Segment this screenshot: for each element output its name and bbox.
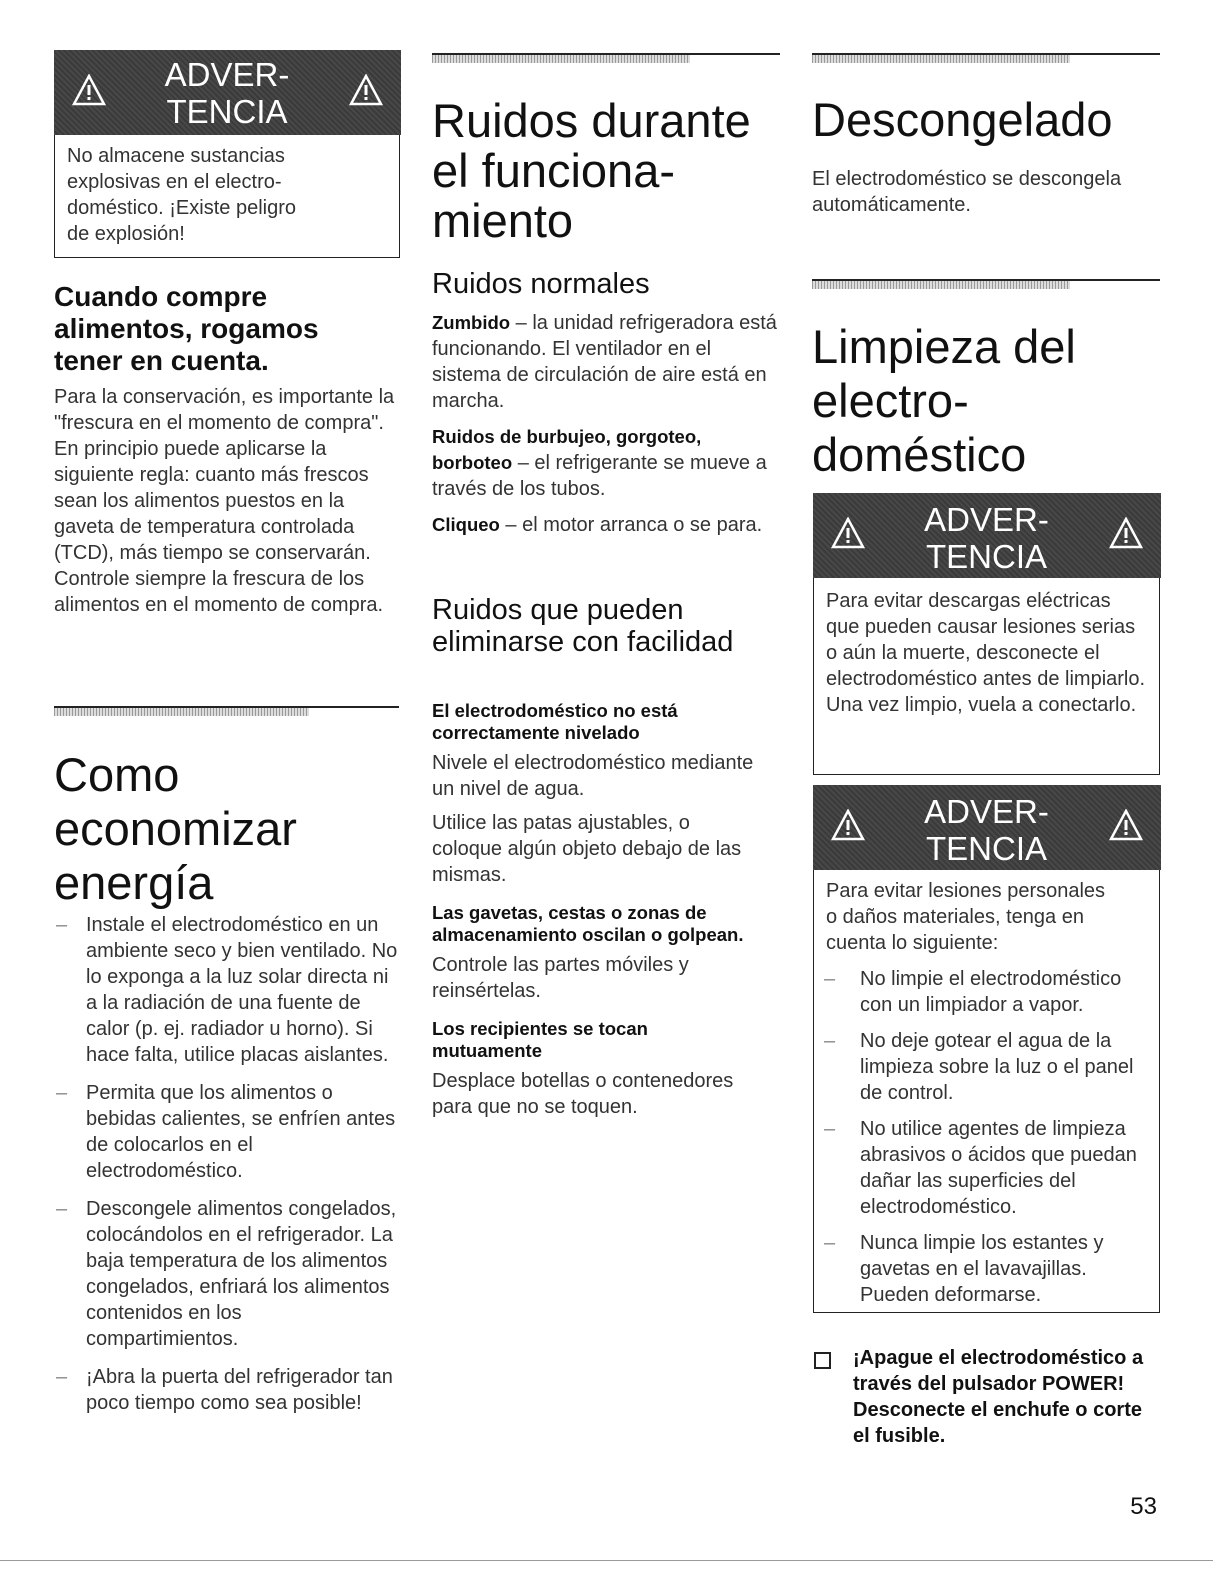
fixable-noises-heading: Ruidos que pueden eliminarse con facilidad <box>432 594 734 658</box>
defrost-heading: Descongelado <box>812 93 1113 146</box>
list-item: – ¡Abra la puerta del refrigerador tan poco tiempo como sea posible! <box>54 1364 399 1416</box>
warning-title: ADVER- TENCIA <box>924 792 1049 867</box>
section-hatch <box>54 706 309 716</box>
list-item: – No utilice agentes de limpieza abrasivos o ácidos que puedan dañar las superficies del electrodoméstico. <box>826 1116 1147 1220</box>
buying-text: Para la conservación, es importante la "frescura en el momento de compra". En principio puede aplicarse la siguiente regla: cuanto más frescos sean los alimentos puestos en la gaveta de temperatura controlada (TCD), más tiempo se conservarán. Controle siempre la frescura de los alimentos en el momento de compra. <box>54 386 395 616</box>
section-rule <box>812 279 1160 281</box>
warning-triangle-icon <box>72 74 106 106</box>
section-hatch <box>432 53 690 63</box>
warning-box-injury <box>813 785 1160 1313</box>
warning-triangle-icon <box>349 74 383 106</box>
footer-rule <box>0 1560 1213 1561</box>
list-item: Cliqueo – el motor arranca o se para. <box>432 514 763 536</box>
warning-text <box>814 870 1159 1318</box>
issue-text: Utilice las patas ajustables, o coloque algún objeto debajo de las mismas. <box>432 812 742 886</box>
warning-box-explosion <box>54 50 400 258</box>
warning-text: Para evitar descargas eléctricas que pueden causar lesiones serias o aún la muerte, desconecte el electrodoméstico antes de limpiarlo. Una vez limpio, vuela a conectarlo. <box>826 589 1146 716</box>
warning-triangle-icon <box>1109 809 1143 841</box>
step-checkbox-icon <box>814 1352 831 1369</box>
page-number: 53 <box>1130 1493 1157 1520</box>
cleaning-heading: Limpieza del electro- doméstico <box>812 320 1076 481</box>
issue-text: Controle las partes móviles y reinsértelas. <box>432 954 689 1002</box>
defrost-text: El electrodoméstico se descongela automáticamente. <box>812 168 1122 216</box>
step-text: ¡Apague el electrodoméstico a través del pulsador POWER! Desconecte el enchufe o corte el fusible. <box>853 1347 1144 1447</box>
warning-title: ADVER- TENCIA <box>924 500 1049 575</box>
warning-list <box>826 966 1147 1308</box>
warning-header <box>813 785 1161 870</box>
list-item: Ruidos de burbujeo, gorgoteo, borboteo – el refrigerante se mueve a través de los tubos. <box>432 426 767 500</box>
list-item: – Permita que los alimentos o bebidas calientes, se enfríen antes de colocarlos en el electrodoméstico. <box>54 1080 399 1184</box>
buying-heading: Cuando compre alimentos, rogamos tener en cuenta. <box>54 281 319 376</box>
list-item: – Nunca limpie los estantes y gavetas en el lavavajillas. Pueden deformarse. <box>826 1230 1147 1308</box>
fixable-noises-list <box>432 700 777 1120</box>
warning-box-electric <box>813 493 1160 775</box>
section-hatch <box>812 279 1070 289</box>
warning-header <box>813 493 1161 578</box>
normal-noises-list <box>432 310 777 538</box>
warning-triangle-icon <box>831 809 865 841</box>
warning-triangle-icon <box>831 517 865 549</box>
energy-heading: Como economizar energía <box>54 748 297 909</box>
list-item: – Descongele alimentos congelados, colocándolos en el refrigerador. La baja temperatura de los alimentos congelados, enfriará los alimentos contenidos en los compartimientos. <box>54 1196 399 1352</box>
normal-noises-heading: Ruidos normales <box>432 268 650 300</box>
issue-title: El electrodoméstico no está correctamente nivelado <box>432 700 678 743</box>
issue-title: Los recipientes se tocan mutuamente <box>432 1018 648 1061</box>
list-item: – Instale el electrodoméstico en un ambiente seco y bien ventilado. No lo exponga a la luz solar directa ni a la radiación de una fuente de calor (p. ej. radiador u horno). Si hace falta, utilice placas aislantes. <box>54 912 399 1068</box>
list-item: Zumbido – la unidad refrigeradora está funcionando. El ventilador en el sistema de circulación de aire está en marcha. <box>432 312 777 412</box>
warning-intro: Para evitar lesiones personales o daños materiales, tenga en cuenta lo siguiente: <box>826 879 1106 954</box>
section-rule <box>812 53 1160 55</box>
section-hatch <box>812 53 1070 63</box>
issue-title: Las gavetas, cestas o zonas de almacenamiento oscilan o golpean. <box>432 902 744 945</box>
warning-text: No almacene sustancias explosivas en el electro-doméstico. ¡Existe peligro de explosión! <box>67 144 296 245</box>
section-rule <box>432 53 780 55</box>
list-item: – No deje gotear el agua de la limpieza sobre la luz o el panel de control. <box>826 1028 1147 1106</box>
list-item: – No limpie el electrodoméstico con un limpiador a vapor. <box>826 966 1147 1018</box>
issue-text: Nivele el electrodoméstico mediante un nivel de agua. <box>432 752 754 800</box>
warning-title: ADVER- TENCIA <box>164 55 290 130</box>
energy-list <box>54 912 399 1428</box>
warning-header <box>54 50 401 135</box>
section-rule <box>54 706 399 708</box>
warning-triangle-icon <box>1109 517 1143 549</box>
noises-heading: Ruidos durante el funciona- miento <box>432 94 751 247</box>
issue-text: Desplace botellas o contenedores para que no se toquen. <box>432 1070 734 1118</box>
